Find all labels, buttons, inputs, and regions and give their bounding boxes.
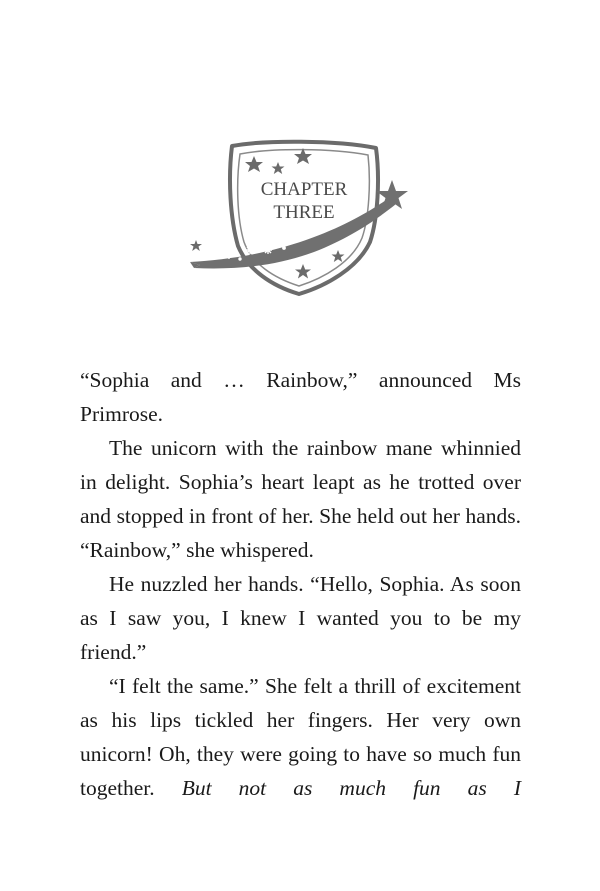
chapter-label: CHAPTER xyxy=(260,179,348,200)
chapter-emblem xyxy=(186,138,412,298)
paragraph-2: The unicorn with the rainbow mane whinnied in delight. Sophia’s heart leapt as he trotted over and stopped in front of her. She held out her hands. “Rainbow,” she whispered. xyxy=(80,436,521,562)
star-icon xyxy=(190,240,202,251)
star-icon xyxy=(332,250,345,262)
paragraph-1: “Sophia and … Rainbow,” announced Ms Primrose. xyxy=(80,368,521,426)
story-text xyxy=(80,363,521,805)
star-icon xyxy=(295,264,311,279)
star-icon xyxy=(245,156,263,172)
paragraph-4-italic: But not as much fun as I xyxy=(181,776,521,800)
chapter-number: THREE xyxy=(273,202,335,223)
paragraph-4 xyxy=(80,669,521,805)
shield-ribbon-graphic xyxy=(186,138,412,298)
paragraph-3: He nuzzled her hands. “Hello, Sophia. As soon as I saw you, I knew I wanted you to be my friend.” xyxy=(80,572,521,664)
paragraph-4-text: “I felt the same.” She felt a thrill of excitement as his lips tickled her fingers. Her very own unicorn! Oh, they were going to have so much fun together. xyxy=(80,674,521,800)
star-icon xyxy=(272,162,285,174)
